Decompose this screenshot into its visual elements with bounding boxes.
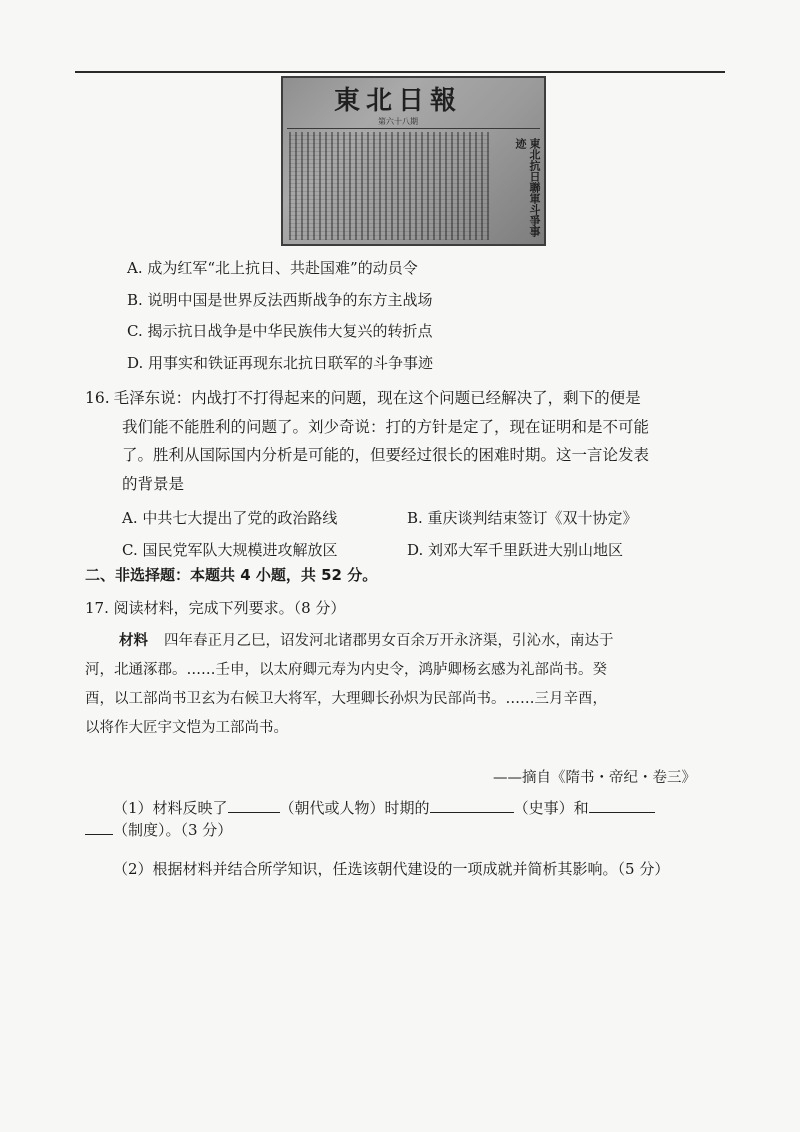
sub1-text-c: （史事）和 <box>513 799 589 817</box>
blank-system-cont <box>85 820 113 835</box>
q15-option-d: D. 用事实和铁证再现东北抗日联军的斗争事迹 <box>127 353 434 372</box>
q17-sub1-line2 <box>85 816 232 844</box>
material-source: ——摘自《隋书・帝纪・卷三》 <box>493 770 696 786</box>
q15-option-c: C. 揭示抗日战争是中华民族伟大复兴的转折点 <box>127 322 433 340</box>
blank-event <box>430 798 514 813</box>
q17-material <box>85 626 697 743</box>
q15-options <box>127 253 433 379</box>
newspaper-masthead: 東北日報 <box>333 86 462 116</box>
q16-option-a: A. 中共七大提出了党的政治路线 <box>122 509 338 527</box>
q15-option-a: A. 成为红军“北上抗日、共赴国难”的动员令 <box>127 259 418 277</box>
q16-number: 16. <box>85 389 110 407</box>
q16-text-4: 的背景是 <box>122 474 185 493</box>
q16-text-3: 了。胜利从国际国内分析是可能的，但要经过很长的困难时期。这一言论发表 <box>122 446 650 464</box>
top-rule <box>75 71 725 73</box>
sub1-text-d: （制度）。（3 分） <box>113 821 233 839</box>
q15-option-b: B. 说明中国是世界反法西斯战争的东方主战场 <box>127 290 433 309</box>
q17-sub2: （2）根据材料并结合所学知识，任选该朝代建设的一项成就并简析其影响。（5 分） <box>113 860 670 878</box>
sub1-text-a: （1）材料反映了 <box>113 799 228 817</box>
newspaper-photo <box>281 76 546 246</box>
material-line-4: 以将作大匠宇文恺为工部尚书。 <box>85 720 288 736</box>
q16-first-line <box>85 384 705 413</box>
q16-option-c: C. 国民党军队大规模进攻解放区 <box>122 541 338 559</box>
newspaper-rule <box>287 128 540 129</box>
material-line-3: 酉，以工部尚书卫玄为右候卫大将军，大理卿长孙炽为民部尚书。……三月辛酉， <box>85 691 607 707</box>
newspaper-issue: 第六十八期 <box>378 117 418 126</box>
newspaper-side-headline: 東北抗日聯軍斗爭事迹 <box>514 138 541 237</box>
section-title: 二、非选择题：本题共 4 小题，共 52 分。 <box>85 566 378 584</box>
blank-system <box>589 798 655 813</box>
material-text-1: 四年春正月乙巳，诏发河北诸郡男女百余万开永济渠，引沁水，南达于 <box>164 633 614 649</box>
question-16 <box>85 384 705 498</box>
q16-text-2: 我们能不能胜利的问题了。刘少奇说：打的方针是定了，现在证明和是不可能 <box>122 417 650 436</box>
newspaper-text-columns <box>289 132 489 240</box>
q16-text-1: 毛泽东说：内战打不打得起来的问题，现在这个问题已经解决了，剩下的便是 <box>113 389 641 407</box>
q17-stem: 17. 阅读材料，完成下列要求。（8 分） <box>85 599 346 617</box>
sub1-text-b: （朝代或人物）时期的 <box>279 799 430 817</box>
q16-option-b: B. 重庆谈判结束签订《双十协定》 <box>407 509 638 527</box>
q16-options <box>122 502 722 566</box>
blank-dynasty <box>228 798 280 813</box>
material-line-2: 河，北通涿郡。……壬申，以太府卿元寿为内史令，鸿胪卿杨玄感为礼部尚书。癸 <box>85 662 607 678</box>
material-label: 材料 <box>119 632 148 649</box>
material-line-1 <box>85 626 697 656</box>
q16-option-d: D. 刘邓大军千里跃进大别山地区 <box>407 541 624 559</box>
